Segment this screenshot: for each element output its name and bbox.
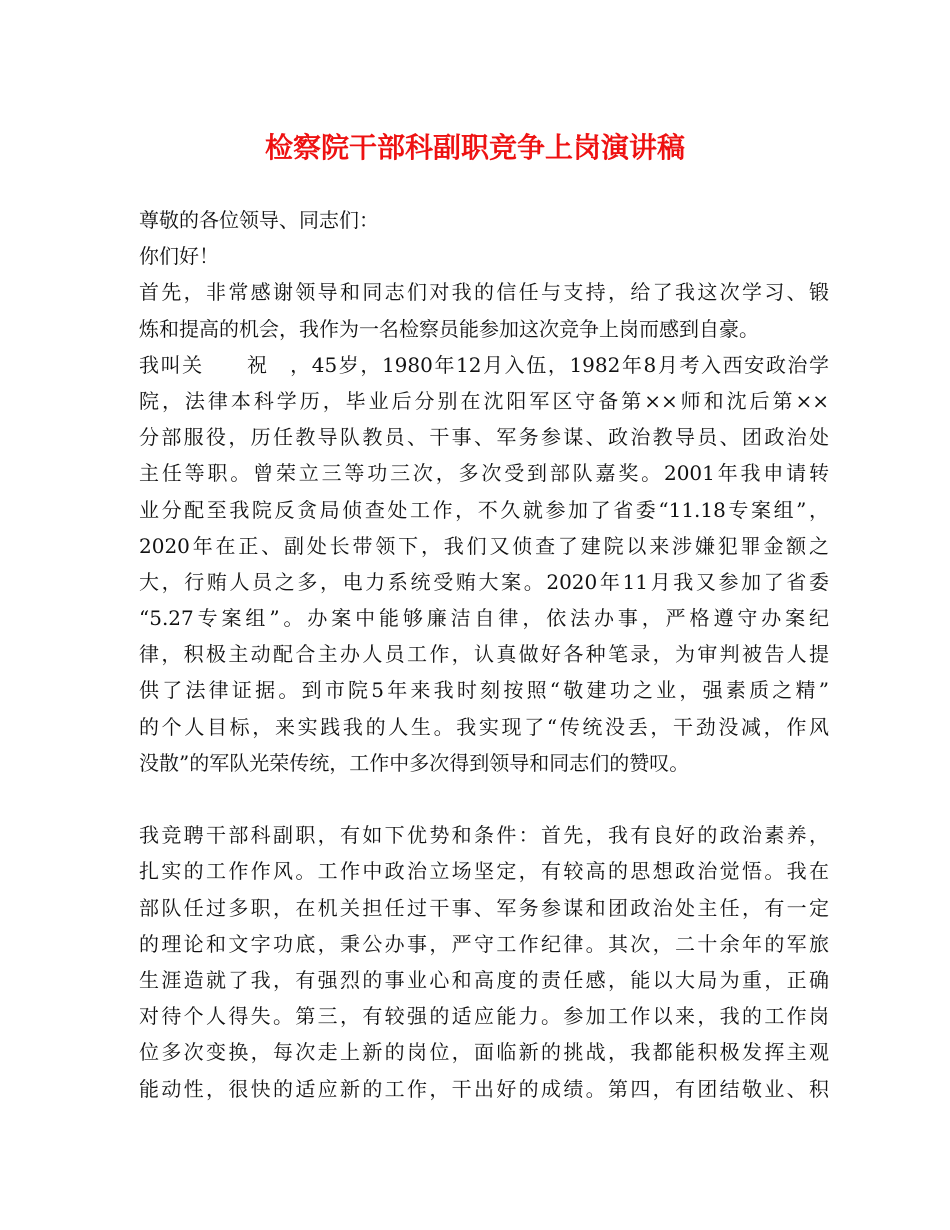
text-line: 律，积极主动配合主办人员工作，认真做好各种笔录，为审判被告人提 bbox=[139, 642, 829, 667]
text-line: 炼和提高的机会，我作为一名检察员能参加这次竞争上岗而感到自豪。 bbox=[139, 316, 759, 341]
text-line: 对待个人得失。第三，有较强的适应能力。参加工作以来，我的工作岗 bbox=[139, 1004, 829, 1029]
text-line: 扎实的工作作风。工作中政治立场坚定，有较高的思想政治觉悟。我在 bbox=[139, 859, 829, 884]
text-line: 主任等职。曾荣立三等功三次，多次受到部队嘉奖。2001年我申请转 bbox=[139, 461, 829, 486]
text-line: 首先，非常感谢领导和同志们对我的信任与支持，给了我这次学习、锻 bbox=[139, 280, 829, 305]
document-title: 检察院干部科副职竞争上岗演讲稿 bbox=[264, 131, 685, 164]
text-line: 生涯造就了我，有强烈的事业心和高度的责任感，能以大局为重，正确 bbox=[139, 967, 829, 992]
text-line: 供了法律证据。到市院5年来我时刻按照“敬建功之业，强素质之精” bbox=[139, 678, 829, 703]
text-line: 分部服役，历任教导队教员、干事、军务参谋、政治教导员、团政治处 bbox=[139, 425, 829, 450]
text-line: 业分配至我院反贪局侦查处工作，不久就参加了省委“11.18专案组”， bbox=[139, 497, 829, 522]
text-line: 你们好！ bbox=[139, 244, 219, 269]
text-line: 2020年在正、副处长带领下，我们又侦查了建院以来涉嫌犯罪金额之 bbox=[139, 533, 829, 558]
text-line: 的个人目标，来实践我的人生。我实现了“传统没丢，干劲没减，作风 bbox=[139, 714, 829, 739]
text-line: 尊敬的各位领导、同志们： bbox=[139, 208, 379, 232]
text-line: 我竞聘干部科副职，有如下优势和条件：首先，我有良好的政治素养， bbox=[139, 823, 829, 848]
text-line: 院，法律本科学历，毕业后分别在沈阳军区守备第××师和沈后第×× bbox=[139, 388, 829, 413]
text-line: 没散”的军队光荣传统，工作中多次得到领导和同志们的赞叹。 bbox=[139, 750, 690, 775]
document-body bbox=[139, 202, 829, 1107]
paragraph-gap bbox=[139, 781, 829, 817]
text-line: 我叫关 祝 ，45岁，1980年12月入伍，1982年8月考入西安政治学 bbox=[139, 352, 829, 377]
text-line: 部队任过多职，在机关担任过干事、军务参谋和团政治处主任，有一定 bbox=[139, 895, 829, 920]
text-line: 能动性，很快的适应新的工作，干出好的成绩。第四，有团结敬业、积 bbox=[139, 1076, 829, 1101]
text-line: 位多次变换，每次走上新的岗位，面临新的挑战，我都能积极发挥主观 bbox=[139, 1040, 829, 1065]
text-line: 大，行贿人员之多，电力系统受贿大案。2020年11月我又参加了省委 bbox=[139, 569, 829, 594]
text-line: 的理论和文字功底，秉公办事，严守工作纪律。其次，二十余年的军旅 bbox=[139, 931, 829, 956]
text-line: “5.27专案组”。办案中能够廉洁自律，依法办事，严格遵守办案纪 bbox=[139, 606, 829, 631]
